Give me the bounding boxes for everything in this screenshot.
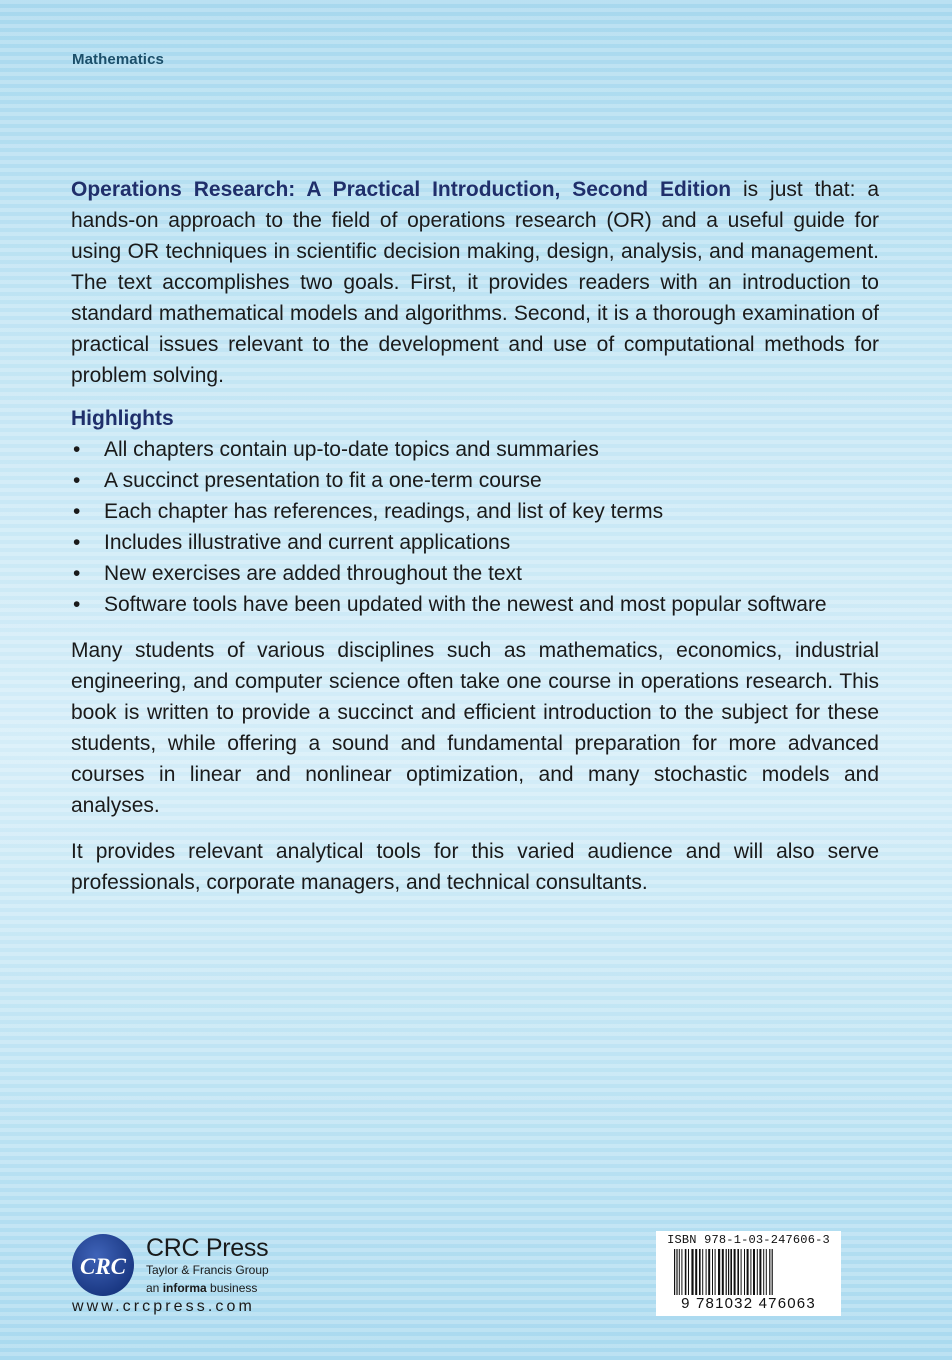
barcode-bar bbox=[715, 1249, 716, 1295]
list-item: • All chapters contain up-to-date topics and summaries bbox=[71, 434, 879, 465]
list-item: • Includes illustrative and current applications bbox=[71, 527, 879, 558]
back-cover-content bbox=[71, 174, 879, 898]
barcode-bar bbox=[728, 1249, 729, 1299]
barcode-bars bbox=[674, 1249, 824, 1299]
barcode-bar bbox=[726, 1249, 727, 1299]
barcode-bar bbox=[676, 1249, 677, 1299]
bullet-icon: • bbox=[73, 562, 81, 585]
category-label: Mathematics bbox=[72, 51, 164, 68]
barcode-bar bbox=[706, 1249, 707, 1295]
publisher-group: Taylor & Francis Group bbox=[146, 1263, 269, 1277]
intro-text: is just that: a hands-on approach to the field of operations research (OR) and a useful guide for using OR techniques in scientific decision making, design, analysis, and management. The text accomplishes two goals. First, it provides readers with an introduction to standard mathematical models and algorithms. Second, it is a thorough examination of practical issues relevant to the development and use of computational methods for problem solving. bbox=[71, 178, 879, 387]
barcode-digits: 9 781032 476063 bbox=[656, 1295, 841, 1312]
isbn-barcode bbox=[656, 1231, 841, 1316]
barcode-bar bbox=[747, 1249, 749, 1295]
barcode-bar bbox=[722, 1249, 724, 1295]
barcode-bar bbox=[674, 1249, 675, 1299]
barcode-bar bbox=[691, 1249, 693, 1295]
barcode-bar bbox=[750, 1249, 751, 1295]
barcode-bar bbox=[699, 1249, 701, 1295]
barcode-bar bbox=[679, 1249, 680, 1295]
highlights-heading: Highlights bbox=[71, 407, 174, 430]
barcode-bar bbox=[695, 1249, 697, 1295]
barcode-bar bbox=[737, 1249, 739, 1295]
barcode-bar bbox=[769, 1249, 770, 1299]
publisher-website: www.crcpress.com bbox=[72, 1298, 255, 1315]
bullet-icon: • bbox=[73, 469, 81, 492]
barcode-bar bbox=[685, 1249, 687, 1295]
barcode-bar bbox=[718, 1249, 720, 1295]
highlights-list bbox=[71, 434, 879, 620]
list-item: • New exercises are added throughout the text bbox=[71, 558, 879, 589]
book-title: Operations Research: A Practical Introduction, Second Edition bbox=[71, 178, 732, 201]
barcode-bar bbox=[744, 1249, 745, 1295]
barcode-bar bbox=[730, 1249, 732, 1295]
barcode-bar bbox=[702, 1249, 703, 1295]
barcode-bar bbox=[766, 1249, 767, 1295]
barcode-bar bbox=[757, 1249, 758, 1295]
crc-logo-icon bbox=[70, 1232, 136, 1298]
barcode-bar bbox=[759, 1249, 761, 1295]
list-item: • Each chapter has references, readings, and list of key terms bbox=[71, 496, 879, 527]
barcode-bar bbox=[734, 1249, 736, 1295]
intro-paragraph bbox=[71, 174, 879, 391]
logo-text: CRC bbox=[79, 1254, 127, 1279]
list-item: • Software tools have been updated with the newest and most popular software bbox=[71, 589, 839, 620]
barcode-bar bbox=[772, 1249, 773, 1299]
bullet-icon: • bbox=[73, 500, 81, 523]
description-paragraph: Many students of various disciplines such as mathematics, economics, industrial engineering, and computer science often take one course in operations research. This book is written to provide a succinct and efficient introduction to the subject for these students, while offering a sound and fundamental preparation for more advanced courses in linear and nonlinear optimization, and many stochastic models and analyses. bbox=[71, 639, 879, 817]
isbn-label: ISBN 978-1-03-247606-3 bbox=[667, 1233, 830, 1247]
barcode-bar bbox=[712, 1249, 713, 1295]
list-item: • A succinct presentation to fit a one-term course bbox=[71, 465, 879, 496]
publisher-informa: an informa business bbox=[146, 1281, 258, 1295]
publisher-name: CRC Press bbox=[146, 1234, 269, 1262]
bullet-icon: • bbox=[73, 531, 81, 554]
barcode-bar bbox=[708, 1249, 710, 1295]
barcode-bar bbox=[741, 1249, 742, 1295]
barcode-bar bbox=[681, 1249, 682, 1295]
bullet-icon: • bbox=[73, 593, 81, 616]
bullet-icon: • bbox=[73, 438, 81, 461]
audience-paragraph: It provides relevant analytical tools for this varied audience and will also serve professionals, corporate managers, and technical consultants. bbox=[71, 840, 879, 894]
barcode-bar bbox=[763, 1249, 764, 1295]
barcode-bar bbox=[753, 1249, 755, 1295]
barcode-bar bbox=[688, 1249, 689, 1295]
